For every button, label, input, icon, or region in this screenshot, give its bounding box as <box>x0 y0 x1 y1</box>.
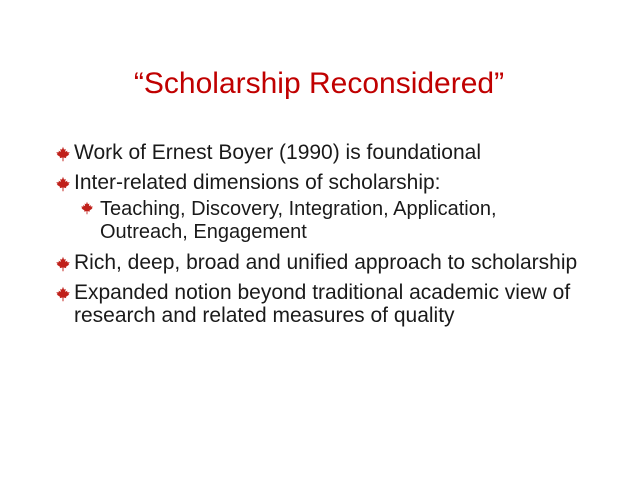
bullet-list <box>56 141 596 334</box>
bullet-item <box>56 141 596 164</box>
maple-leaf-icon <box>55 256 71 272</box>
bullet-item <box>56 251 596 274</box>
bullet-text: Work of Ernest Boyer (1990) is foundational <box>74 141 481 164</box>
slide-title: “Scholarship Reconsidered” <box>133 67 505 100</box>
bullet-item <box>56 281 596 327</box>
maple-leaf-icon <box>55 146 71 162</box>
bullet-text: Teaching, Discovery, Integration, Application, Outreach, Engagement <box>100 198 497 243</box>
maple-leaf-icon <box>80 201 94 215</box>
bullet-text: Rich, deep, broad and unified approach to scholarship <box>74 251 578 274</box>
maple-leaf-icon <box>55 176 71 192</box>
sub-bullet-item <box>86 198 570 244</box>
bullet-text: Inter-related dimensions of scholarship: <box>74 171 441 194</box>
bullet-text: Expanded notion beyond traditional academic view of research and related measures of quality <box>74 281 571 327</box>
maple-leaf-icon <box>55 286 71 302</box>
bullet-item <box>56 171 596 194</box>
